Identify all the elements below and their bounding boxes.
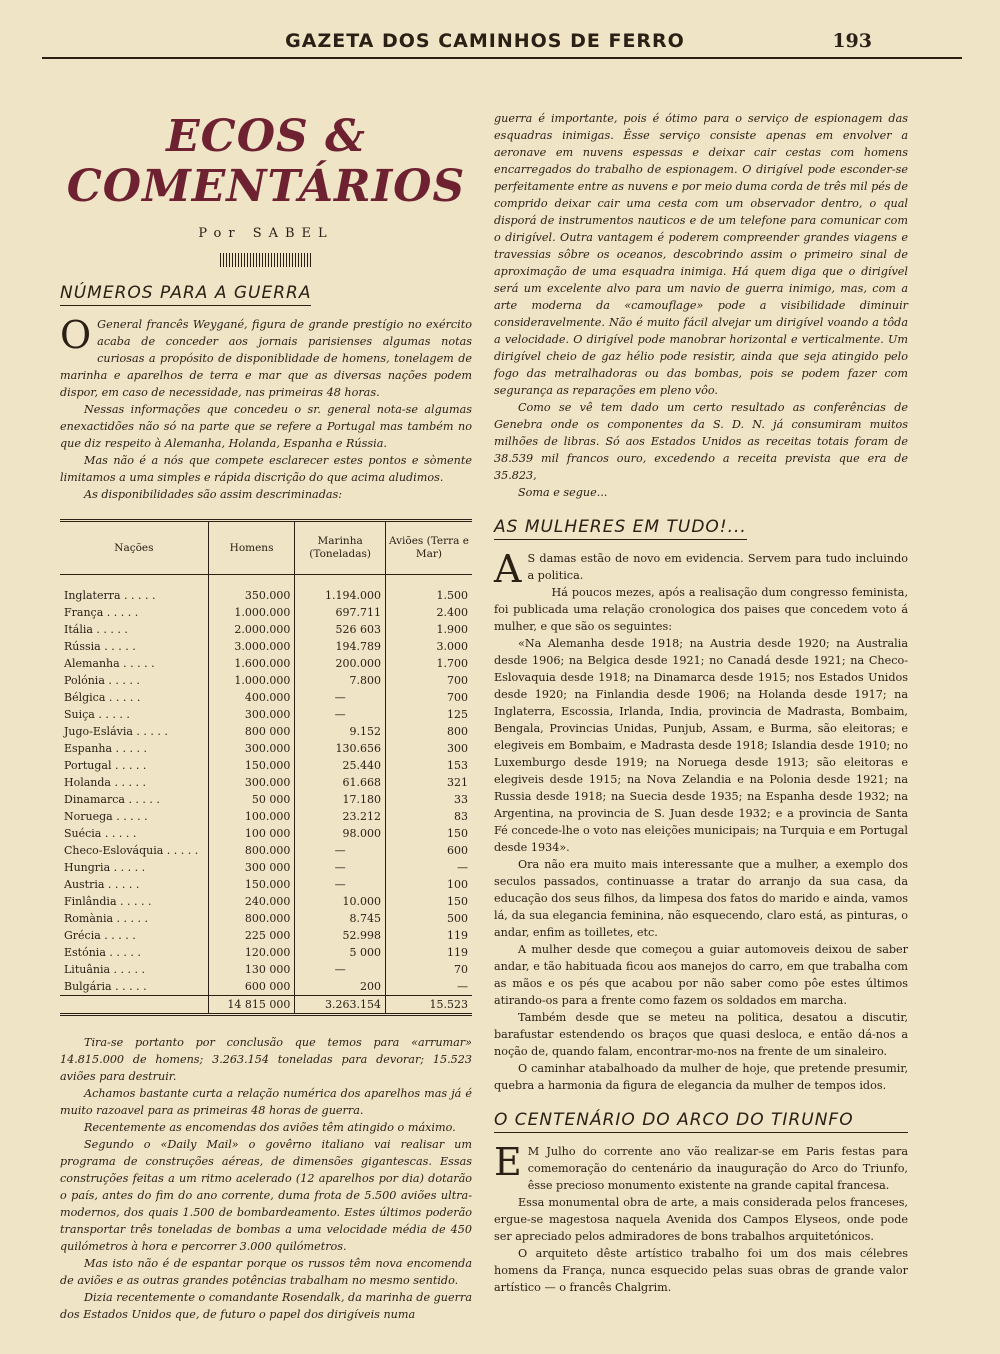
forces-table — [60, 519, 472, 1016]
header-rule — [42, 57, 962, 59]
paragraph: «Na Alemanha desde 1918; na Austria desde 1920; na Australia desde 1906; na Belgica desde 1921; no Canadá desde 1921; na Checo-Eslovaquia desde 1918; na Dinamarca desde 1915; nos Estados Unidos desde 1920; na Finlandia desde 1906; na Holanda desde 1917; na Inglaterra, Escossia, Irlanda, India, provincia de Madrasta, Bombaim, Bengala, Provincias Unidas, Punjub, Assam, e Burma, são eleitoras; e elegiveis em Bombaim, e Madrasta desde 1918; Islandia desde 1910; no Luxemburgo desde 1919; na Noruega desde 1913; são eleitoras e elegiveis desde 1915; na Nova Zelandia e na Polonia desde 1921; na Russia desde 1918; na Suecia desde 1935; na Espanha desde 1932; na Argentina, na provincia de S. Juan desde 1932; e a provincia de Santa Fé concede-lhe o voto nas eleições municipais; na Turquia e em Portugal desde 1934». — [494, 637, 908, 854]
paragraph: A mulher desde que começou a guiar automoveis deixou de saber andar, e tão habituada ficou aos manejos do carro, em que trabalha com as mãos e os pés que acabou por não saber como pôe estes últimos atirando-os para a frente como fazem os soldados em marcha. — [494, 943, 908, 1007]
cell-homens: 1.600.000 — [208, 655, 295, 672]
cell-nacao: Bulgária . . . . . — [64, 980, 147, 993]
cell-homens: 120.000 — [208, 944, 295, 961]
cell-homens: 800.000 — [208, 842, 295, 859]
cell-homens: 150.000 — [208, 757, 295, 774]
cell-nacao: Dinamarca . . . . . — [64, 793, 160, 806]
section-heading-numeros: NÚMEROS PARA A GUERRA — [60, 283, 311, 306]
cell-nacao: Espanha . . . . . — [64, 742, 147, 755]
total-marinha: 3.263.154 — [295, 996, 386, 1015]
cell-avioes: 500 — [385, 910, 472, 927]
table-row — [60, 808, 472, 825]
table-row — [60, 621, 472, 638]
cell-marinha: 23.212 — [295, 808, 386, 825]
paragraph: O arquiteto dêste artístico trabalho foi um dos mais célebres homens da França, nunca esquecido pelas suas obras de grande valor artístico — o francês Chalgrim. — [494, 1247, 908, 1294]
paragraph: Há poucos mezes, após a realisação dum congresso feminista, foi publicada uma relação cronologica dos paises que concedem voto á mulher, e que são os seguintes: — [494, 586, 908, 633]
cell-avioes: 119 — [385, 927, 472, 944]
dropcap: O — [60, 313, 92, 357]
table-row — [60, 672, 472, 689]
paragraph: Mas isto não é de espantar porque os russos têm nova encomenda de aviões e as outras grandes potências trabalham no mesmo sentido. — [60, 1257, 472, 1287]
header-title: GAZETA DOS CAMINHOS DE FERRO — [285, 30, 685, 52]
section-heading-mulheres: AS MULHERES EM TUDO!... — [494, 517, 747, 540]
paragraph: Segundo o «Daily Mail» o govêrno italiano vai realisar um programa de construções aéreas, de dimensões gigantescas. Essas construções feitas a um ritmo acelerado (12 aparelhos por dia) dotarão o país, antes do fim do ano corrente, duma frota de 5.500 aviões ultra-modernos, dos quais 1.500 de bombardeamento. Estes últimos poderão transportar três toneladas de bombas a uma velocidade média de 450 quilómetros à hora e percorrer 3.000 quilómetros. — [60, 1138, 472, 1253]
cell-marinha: 25.440 — [295, 757, 386, 774]
cell-nacao: Hungria . . . . . — [64, 861, 146, 874]
cell-homens: 100.000 — [208, 808, 295, 825]
cell-homens: 100 000 — [208, 825, 295, 842]
cell-nacao: Grécia . . . . . — [64, 929, 136, 942]
cell-homens: 240.000 — [208, 893, 295, 910]
cell-homens: 50 000 — [208, 791, 295, 808]
cell-avioes: 119 — [385, 944, 472, 961]
cell-nacao: Noruega . . . . . — [64, 810, 148, 823]
cell-marinha: — — [295, 842, 386, 859]
paragraph: Dizia recentemente o comandante Rosendalk, da marinha de guerra dos Estados Unidos que, de futuro o papel dos dirigíveis numa — [60, 1291, 472, 1321]
cell-nacao: Finlândia . . . . . — [64, 895, 152, 908]
table-body — [60, 575, 472, 996]
paragraph-text: S damas estão de novo em evidencia. Servem para tudo incluindo a politica. — [527, 552, 908, 582]
paragraph: guerra é importante, pois é ótimo para o serviço de espionagem das esquadras inimigas. Êsse serviço consiste apenas em envolver a aeronave em nuvens espessas e deixar cair cestas com homens encarregados do trabalho de espionagem. O dirigível pode esconder-se perfeitamente entre as nuvens e por meio duma corda de três mil pés de comprido deixar cair uma cesta com um observador dentro, o qual disporá de instrumentos nauticos e de um telefone para comunicar com o dirigível. Outra vantagem é poderem compreender grandes viagens e travessias sôbre os oceanos, descobrindo assim o primeiro sinal de aproximação de uma esquadra inimiga. Há quem diga que o dirigível será um excelente alvo para um navio de guerra inimigo, mas, com a arte moderna da «camouflage» pode a visibilidade diminuir consideravelmente. Não é muito fácil alvejar um dirigível voando a tôda a velocidade. O dirigível pode manobrar horizontal e verticalmente. Um dirigível cheio de gaz hélio pode resistir, ainda que seja atingido pelo fogo das metralhadoras ou das bombas, pois se podem fazer com segurança as reparações em pleno vôo. — [494, 112, 908, 397]
cell-avioes: 150 — [385, 893, 472, 910]
cell-marinha: 5 000 — [295, 944, 386, 961]
cell-avioes: 2.400 — [385, 604, 472, 621]
cell-nacao: Austria . . . . . — [64, 878, 140, 891]
cell-homens: 300 000 — [208, 859, 295, 876]
cell-avioes: 1.700 — [385, 655, 472, 672]
cell-marinha: 1.194.000 — [295, 575, 386, 605]
table-row — [60, 723, 472, 740]
cell-marinha: 98.000 — [295, 825, 386, 842]
table-row — [60, 893, 472, 910]
table-row — [60, 876, 472, 893]
cell-homens: 300.000 — [208, 774, 295, 791]
cell-avioes: 321 — [385, 774, 472, 791]
cell-nacao: Bélgica . . . . . — [64, 691, 141, 704]
paragraph — [494, 1140, 908, 1194]
paragraph: Ora não era muito mais interessante que a mulher, a exemplo dos seculos passados, continuasse a tratar do arranjo da sua casa, da educação dos seus filhos, da limpesa dos fatos do marido e ainda, vamos lá, da sua elegancia feminina, não esquecendo, claro está, as pinturas, o andar, enfim as toilletes, etc. — [494, 858, 908, 939]
header-avioes: Aviões (Terra e Mar) — [385, 521, 472, 575]
cell-avioes: 700 — [385, 689, 472, 706]
table-row — [60, 774, 472, 791]
table-row — [60, 927, 472, 944]
cell-nacao: Jugo-Eslávia . . . . . — [64, 725, 168, 738]
paragraph-text: M Julho do corrente ano vão realizar-se em Paris festas para comemoração do centenário da inauguração do Arco do Triunfo, êsse precioso monumento existente na grande capital francesa. — [527, 1145, 908, 1192]
cell-avioes: 1.900 — [385, 621, 472, 638]
cell-avioes: 100 — [385, 876, 472, 893]
cell-avioes: 300 — [385, 740, 472, 757]
cell-homens: 400.000 — [208, 689, 295, 706]
cell-marinha: 200.000 — [295, 655, 386, 672]
cell-nacao: Checo-Eslováquia . . . . . — [64, 844, 199, 857]
table-row — [60, 961, 472, 978]
paragraph: Soma e segue... — [518, 486, 608, 499]
table-row — [60, 825, 472, 842]
table-row — [60, 944, 472, 961]
cell-homens: 3.000.000 — [208, 638, 295, 655]
cell-nacao: França . . . . . — [64, 606, 139, 619]
cell-homens: 300.000 — [208, 740, 295, 757]
cell-avioes: 700 — [385, 672, 472, 689]
cell-homens: 300.000 — [208, 706, 295, 723]
cell-homens: 350.000 — [208, 575, 295, 605]
paragraph-text: General francês Weygané, figura de grande prestígio no exército acaba de conceder aos jornais parisienses algumas notas curiosas a propósito de disponiblidade de homens, tonelagem de marinha e aparelhos de terra e mar que as diversas nações podem dispor, em caso de necessidade, nas primeiras 48 horas. — [60, 318, 472, 399]
total-avioes: 15.523 — [385, 996, 472, 1015]
header-marinha: Marinha (Toneladas) — [295, 521, 386, 575]
table-row — [60, 638, 472, 655]
dropcap: E — [494, 1140, 522, 1184]
table-row — [60, 655, 472, 672]
cell-avioes: 800 — [385, 723, 472, 740]
dropcap: A — [494, 547, 522, 591]
cell-homens: 2.000.000 — [208, 621, 295, 638]
paragraph: Recentemente as encomendas dos aviões têm atingido o máximo. — [84, 1121, 456, 1134]
paragraph — [494, 547, 908, 591]
table-row — [60, 791, 472, 808]
cell-marinha: — — [295, 961, 386, 978]
cell-avioes: 1.500 — [385, 575, 472, 605]
cell-homens: 800.000 — [208, 910, 295, 927]
cell-marinha: 7.800 — [295, 672, 386, 689]
cell-avioes: 70 — [385, 961, 472, 978]
cell-nacao: Suécia . . . . . — [64, 827, 137, 840]
left-column — [60, 110, 472, 1323]
header-nacoes: Nações — [114, 541, 154, 554]
table-row — [60, 604, 472, 621]
paragraph: Tira-se portanto por conclusão que temos para «arrumar» 14.815.000 de homens; 3.263.154 toneladas para devorar; 15.523 aviões para destruir. — [60, 1036, 472, 1083]
cell-avioes: 600 — [385, 842, 472, 859]
cell-homens: 1.000.000 — [208, 604, 295, 621]
cell-marinha: 8.745 — [295, 910, 386, 927]
byline: Por SABEL — [198, 226, 334, 241]
cell-nacao: Lituânia . . . . . — [64, 963, 146, 976]
cell-marinha: 194.789 — [295, 638, 386, 655]
table-row — [60, 689, 472, 706]
table-row — [60, 910, 472, 927]
cell-avioes: 150 — [385, 825, 472, 842]
cell-nacao: Romània . . . . . — [64, 912, 149, 925]
cell-marinha: 200 — [295, 978, 386, 996]
cell-nacao: Alemanha . . . . . — [64, 657, 155, 670]
cell-nacao: Portugal . . . . . — [64, 759, 147, 772]
cell-homens: 130 000 — [208, 961, 295, 978]
cell-avioes: — — [385, 978, 472, 996]
cell-nacao: Polónia . . . . . — [64, 674, 140, 687]
page-number: 193 — [832, 30, 872, 52]
cell-marinha: 61.668 — [295, 774, 386, 791]
cell-marinha: 9.152 — [295, 723, 386, 740]
section-heading-centenario: O CENTENÁRIO DO ARCO DO TIRUNFO — [494, 1110, 908, 1133]
cell-homens: 800 000 — [208, 723, 295, 740]
table-row — [60, 978, 472, 996]
cell-marinha: 52.998 — [295, 927, 386, 944]
table-row — [60, 859, 472, 876]
cell-marinha: — — [295, 859, 386, 876]
right-column — [494, 110, 908, 1296]
paragraph: Essa monumental obra de arte, a mais considerada pelos franceses, ergue-se magestosa naquela Avenida dos Campos Elyseos, onde pode ser apreciado pelos admiradores de bons trabalhos arquitetónicos. — [494, 1196, 908, 1243]
total-homens: 14 815 000 — [208, 996, 295, 1015]
cell-homens: 1.000.000 — [208, 672, 295, 689]
paragraph — [60, 313, 472, 401]
cell-nacao: Suiça . . . . . — [64, 708, 130, 721]
cell-avioes: 3.000 — [385, 638, 472, 655]
cell-homens: 150.000 — [208, 876, 295, 893]
paragraph: Como se vê tem dado um certo resultado as conferências de Genebra onde os componentes da S. D. N. já consumiram muitos milhões de libras. Só aos Estados Unidos as receitas totais foram de 38.539 mil francos ouro, excedendo a receita prevista que era de 35.823, — [494, 401, 908, 482]
table-total-row — [60, 996, 472, 1015]
paragraph: Mas não é a nós que compete esclarecer estes pontos e sòmente limitamos a uma simples e rápida discrição do que acima aludimos. — [60, 454, 472, 484]
cell-nacao: Holanda . . . . . — [64, 776, 146, 789]
cell-marinha: 10.000 — [295, 893, 386, 910]
cell-marinha: 526 603 — [295, 621, 386, 638]
ornament-divider — [220, 253, 312, 267]
total-label — [60, 996, 208, 1015]
header-homens: Homens — [208, 521, 295, 575]
table-header-row — [60, 521, 472, 575]
paragraph: Nessas informações que concedeu o sr. general nota-se algumas enexactidões não só na parte que se refere a Portugal mas também no que diz respeito à Alemanha, Holanda, Espanha e Rússia. — [60, 403, 472, 450]
paragraph: O caminhar atabalhoado da mulher de hoje, que pretende presumir, quebra a harmonia da figura de elegancia da mulher de tempos idos. — [494, 1062, 908, 1092]
cell-homens: 225 000 — [208, 927, 295, 944]
cell-marinha: 130.656 — [295, 740, 386, 757]
cell-nacao: Itália . . . . . — [64, 623, 128, 636]
cell-nacao: Estónia . . . . . — [64, 946, 141, 959]
table-row — [60, 757, 472, 774]
table-row — [60, 842, 472, 859]
cell-avioes: 125 — [385, 706, 472, 723]
paragraph: As disponibilidades são assim descriminadas: — [84, 488, 343, 501]
cell-marinha: — — [295, 706, 386, 723]
cell-nacao: Inglaterra . . . . . — [64, 589, 156, 602]
cell-marinha: 697.711 — [295, 604, 386, 621]
cell-homens: 600 000 — [208, 978, 295, 996]
table-row — [60, 706, 472, 723]
cell-avioes: 33 — [385, 791, 472, 808]
cell-avioes: 83 — [385, 808, 472, 825]
cell-avioes: — — [385, 859, 472, 876]
table-row — [60, 575, 472, 605]
cell-marinha: 17.180 — [295, 791, 386, 808]
cell-marinha: — — [295, 689, 386, 706]
paragraph: Também desde que se meteu na politica, desatou a discutir, barafustar estendendo os braços que quasi desloca, e então dá-nos a noção de, quando falam, encontrar-mo-nos na frente de um sinaleiro. — [494, 1011, 908, 1058]
cell-avioes: 153 — [385, 757, 472, 774]
article-title: ECOS & COMENTÁRIOS — [66, 111, 466, 212]
paragraph: Achamos bastante curta a relação numérica dos aparelhos mas já é muito razoavel para as primeiras 48 horas de guerra. — [60, 1087, 472, 1117]
cell-marinha: — — [295, 876, 386, 893]
table-row — [60, 740, 472, 757]
cell-nacao: Rússia . . . . . — [64, 640, 136, 653]
